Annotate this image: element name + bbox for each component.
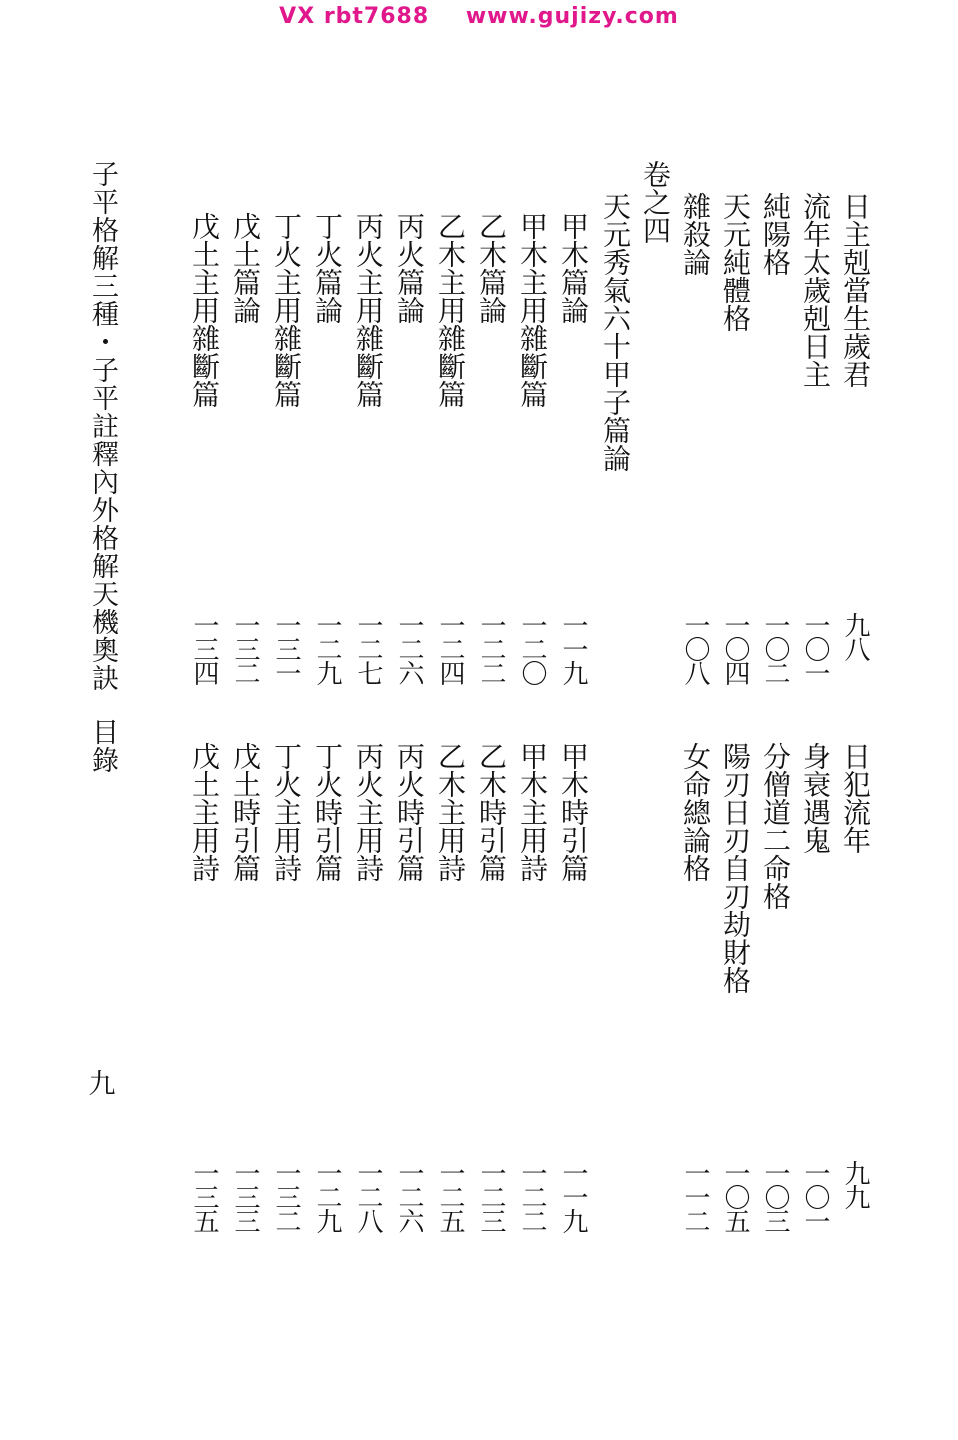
running-title bbox=[80, 160, 124, 774]
toc-upper-title: 戊土篇論 bbox=[229, 212, 262, 324]
toc-upper-title: 乙木篇論 bbox=[475, 212, 508, 324]
toc-lower-page: 一二三 bbox=[476, 1160, 506, 1232]
toc-upper-title: 丁火主用雜斷篇 bbox=[270, 212, 303, 408]
toc-lower-title: 丁火主用詩 bbox=[270, 742, 303, 882]
toc-lower-page: 一一二 bbox=[680, 1160, 710, 1232]
toc-upper-title: 丁火篇論 bbox=[311, 212, 344, 324]
toc-lower-title: 乙木時引篇 bbox=[475, 742, 508, 882]
toc-upper-title: 甲木主用雜斷篇 bbox=[516, 212, 549, 408]
toc-upper-title: 戊土主用雜斷篇 bbox=[188, 212, 221, 408]
toc-lower-title: 丙火時引篇 bbox=[393, 742, 426, 882]
toc-upper-title: 日主剋當生歲君 bbox=[839, 192, 872, 388]
toc-lower-page: 一一九 bbox=[558, 1160, 588, 1232]
book-title: 子平格解三種・子平註釋內外格解天機奧訣 bbox=[87, 160, 118, 692]
toc-lower-title: 戊土時引篇 bbox=[229, 742, 262, 882]
toc-lower-title: 丙火主用詩 bbox=[352, 742, 385, 882]
toc-upper-page: 一〇四 bbox=[720, 612, 750, 684]
watermark-right: www.gujizy.com bbox=[465, 4, 679, 29]
toc-upper-page: 一二二 bbox=[476, 612, 506, 684]
toc-lower-page: 一二八 bbox=[353, 1160, 383, 1232]
toc-lower-title: 乙木主用詩 bbox=[434, 742, 467, 882]
toc-lower-title: 日犯流年 bbox=[839, 742, 872, 854]
toc-lower-page: 一二六 bbox=[394, 1160, 424, 1232]
toc-upper-title: 丙火主用雜斷篇 bbox=[352, 212, 385, 408]
toc-upper-title: 雜殺論 bbox=[679, 192, 712, 276]
toc-lower-page: 一三三 bbox=[230, 1160, 260, 1232]
volume-heading: 卷之四 bbox=[639, 160, 672, 244]
toc-lower-page: 一〇一 bbox=[800, 1160, 830, 1232]
toc-lower-title: 甲木時引篇 bbox=[557, 742, 590, 882]
toc-lower-page: 一二九 bbox=[312, 1160, 342, 1232]
toc-lower-title: 甲木主用詩 bbox=[516, 742, 549, 882]
toc-upper-page: 一三一 bbox=[271, 612, 301, 684]
toc-upper-page: 一三四 bbox=[189, 612, 219, 684]
toc-lower-title: 分僧道二命格 bbox=[759, 742, 792, 910]
toc-upper-page: 一一九 bbox=[558, 612, 588, 684]
watermark-left: VX rbt7688 bbox=[279, 4, 430, 29]
section-label: 目錄 bbox=[87, 718, 118, 774]
toc-upper-page: 一二六 bbox=[394, 612, 424, 684]
toc-lower-title: 身衰遇鬼 bbox=[799, 742, 832, 854]
toc-upper-title: 丙火篇論 bbox=[393, 212, 426, 324]
toc-upper-page: 一〇一 bbox=[800, 612, 830, 684]
toc-upper-page: 一〇八 bbox=[680, 612, 710, 684]
watermark bbox=[0, 4, 958, 29]
toc-upper-page: 一〇二 bbox=[760, 612, 790, 684]
toc-lower-page: 一〇五 bbox=[720, 1160, 750, 1232]
page-number: 九 bbox=[88, 1069, 116, 1100]
toc-lower-page: 一三二 bbox=[271, 1160, 301, 1232]
toc-upper-page: 一二四 bbox=[435, 612, 465, 684]
toc-lower-page: 一三五 bbox=[189, 1160, 219, 1232]
toc-upper-page: 九八 bbox=[840, 612, 870, 660]
toc-lower-page: 一二二 bbox=[517, 1160, 547, 1232]
toc-upper-title: 天元純體格 bbox=[719, 192, 752, 332]
toc-lower-page: 一〇三 bbox=[760, 1160, 790, 1232]
toc-lower-title: 女命總論格 bbox=[679, 742, 712, 882]
toc-lower-page: 九九 bbox=[840, 1160, 870, 1208]
toc-upper-page: 一二九 bbox=[312, 612, 342, 684]
toc-lower-page: 一二五 bbox=[435, 1160, 465, 1232]
toc-upper-page: 一二〇 bbox=[517, 612, 547, 684]
toc-lower-title: 丁火時引篇 bbox=[311, 742, 344, 882]
toc-lower-title: 戊土主用詩 bbox=[188, 742, 221, 882]
toc-upper-title: 流年太歲剋日主 bbox=[799, 192, 832, 388]
part-heading: 天元秀氣六十甲子篇論 bbox=[599, 192, 632, 472]
toc-upper-page: 一三二 bbox=[230, 612, 260, 684]
toc-upper-page: 一二七 bbox=[353, 612, 383, 684]
toc-upper-title: 純陽格 bbox=[759, 192, 792, 276]
toc-upper-title: 甲木篇論 bbox=[557, 212, 590, 324]
toc-upper-title: 乙木主用雜斷篇 bbox=[434, 212, 467, 408]
toc-lower-title: 陽刃日刃自刃劫財格 bbox=[719, 742, 752, 994]
